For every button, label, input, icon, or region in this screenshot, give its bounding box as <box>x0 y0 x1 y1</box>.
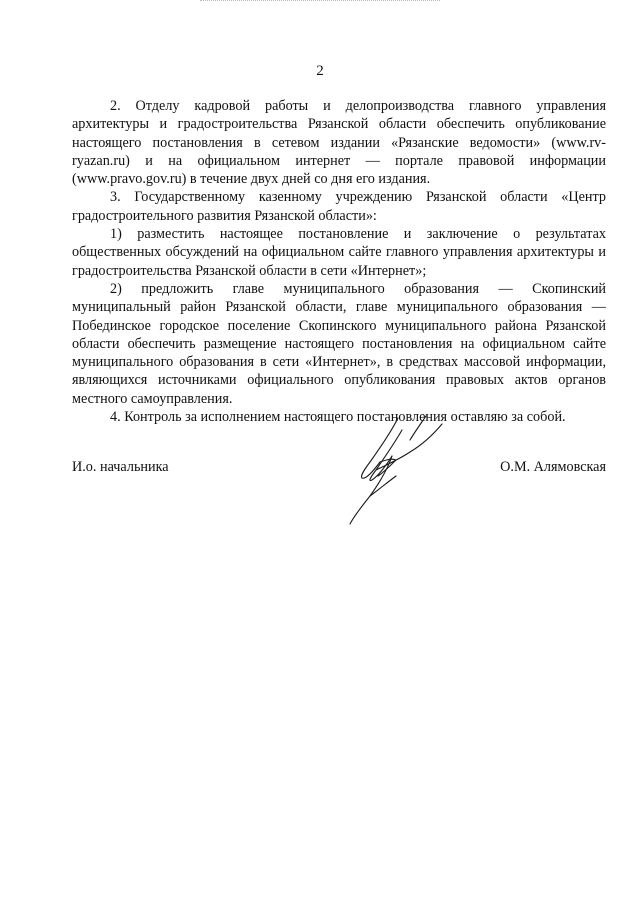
signer-name: О.М. Алямовская <box>500 459 606 475</box>
paragraph-control: 4. Контроль за исполнением настоящего постановления оставляю за собой. <box>110 409 566 426</box>
signer-title: И.о. начальника <box>72 459 169 475</box>
document-body <box>72 97 606 426</box>
signature-block <box>72 458 606 478</box>
scan-artifact <box>200 0 440 7</box>
page-number: 2 <box>316 63 324 79</box>
paragraph-institution: 3. Государственному казенному учреждению Рязанской области «Центр градостроительного развития Рязанской области»: <box>72 189 606 224</box>
paragraph-item-1: 1) разместить настоящее постановление и заключение о результатах общественных обсуждений на официальном сайте главного управления архитектуры и градостроительства Рязанской области в сети «Интернет»; <box>72 226 606 279</box>
paragraph-publication: 2. Отделу кадровой работы и делопроизводства главного управления архитектуры и градостроительства Рязанской области обеспечить опубликование настоящего постановления в сетевом издании «Рязанские ведомости» (www.rv-ryazan.ru) и на официальном интернет — портале правовой информации (www.pravo.gov.ru) в течение двух дней со дня его издания. <box>72 98 606 188</box>
paragraph-item-2: 2) предложить главе муниципального образования — Скопинский муниципальный район Рязанской области, главе муниципального образования — Побединское городское поселение Скопинского муниципального района Рязанской области обеспечить размещение настоящего постановления на официальном сайте муниципального образования в сети «Интернет», в средствах массовой информации, являющихся источниками официального опубликования правовых актов органов местного самоуправления. <box>72 280 606 407</box>
